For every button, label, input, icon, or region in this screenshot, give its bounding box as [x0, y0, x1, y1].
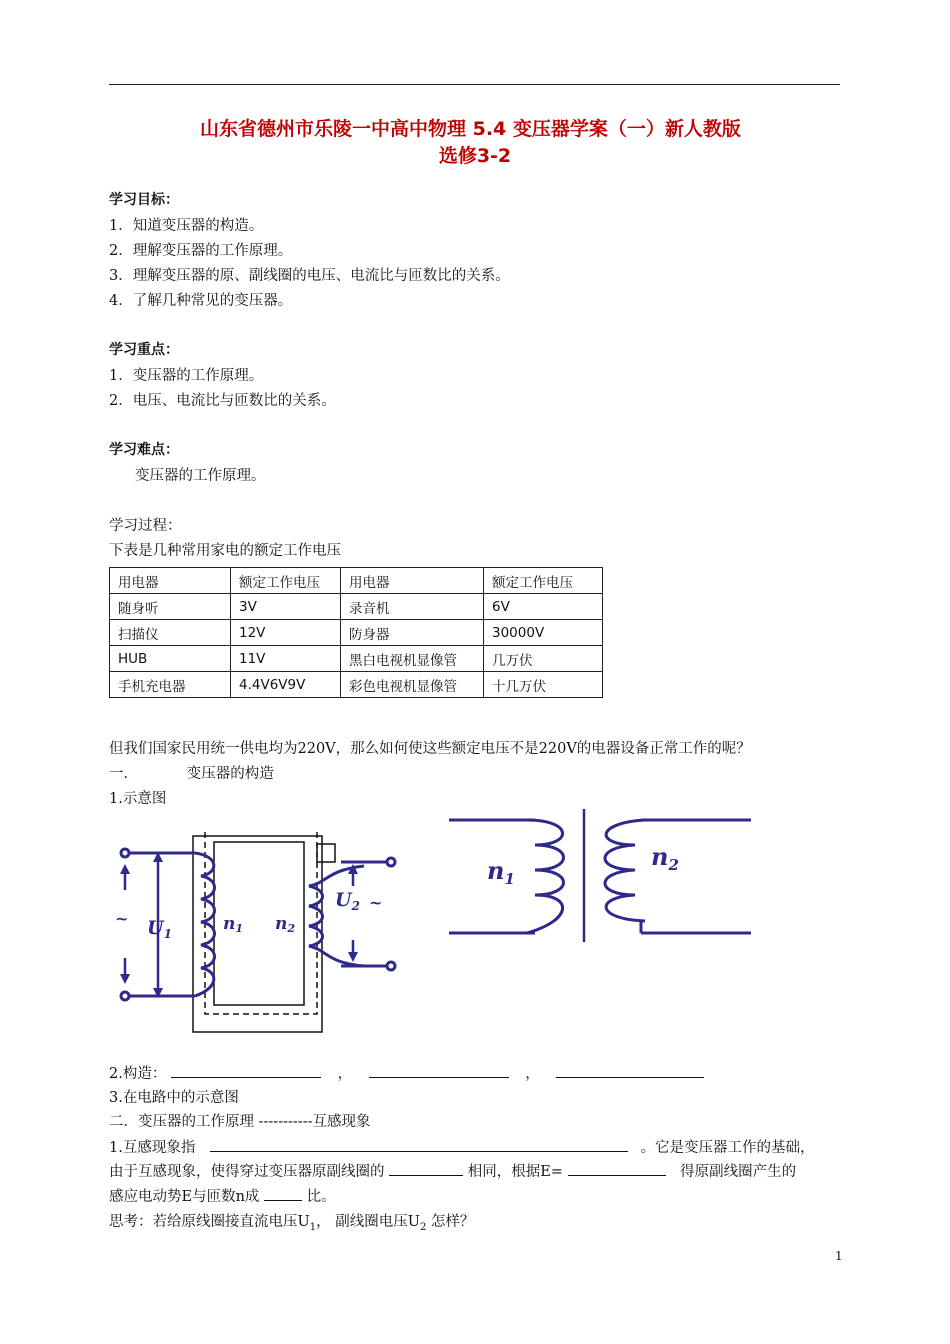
objective-item: 3．理解变压器的原、副线圈的电压、电流比与匝数比的关系。	[109, 268, 510, 284]
separator: ，	[337, 1066, 353, 1082]
same-quantity-blank[interactable]	[389, 1161, 463, 1176]
difficulty-heading: 学习难点：	[109, 442, 179, 458]
objective-item: 1．知道变压器的构造。	[109, 218, 264, 234]
page-title: 山东省德州市乐陵一中高中物理 5.4 变压器学案（一）新人教版	[200, 118, 741, 140]
circuit-label: 3.在电路中的示意图	[109, 1090, 239, 1106]
process-heading: 学习过程：	[109, 518, 182, 534]
text-fragment: 得原副线圈产生的	[680, 1164, 797, 1180]
table-intro: 下表是几种常用家电的额定工作电压	[109, 543, 341, 559]
table-cell: 防身器	[341, 620, 484, 646]
table-cell: 十几万伏	[484, 672, 603, 698]
mutual-induction-line3	[109, 1185, 336, 1206]
difficulty-text: 变压器的工作原理。	[135, 468, 266, 484]
table-cell: 随身听	[110, 594, 231, 620]
construction-blank-2[interactable]	[369, 1063, 509, 1078]
arrow-head	[120, 974, 130, 984]
n1-label: n1	[223, 914, 244, 935]
appliance-voltage-table	[109, 567, 603, 698]
key-point-item: 2．电压、电流比与匝数比的关系。	[109, 393, 336, 409]
table-cell: 12V	[231, 620, 341, 646]
formula-blank[interactable]	[568, 1161, 666, 1176]
u1-label: $U_1$	[147, 917, 172, 941]
transformer-core-diagram	[109, 828, 409, 1038]
text-fragment: 怎样？	[426, 1214, 475, 1230]
table-cell: 额定工作电压	[231, 568, 341, 594]
table-cell: 30000V	[484, 620, 603, 646]
table-row	[110, 568, 603, 594]
table-cell: 用电器	[110, 568, 231, 594]
diagram-label: 1.示意图	[109, 791, 167, 807]
construction-blank-1[interactable]	[171, 1063, 321, 1078]
text-fragment: 思考：若给原线圈接直流电压U	[109, 1214, 310, 1230]
section1-number: 一.	[109, 766, 129, 782]
table-cell: 6V	[484, 594, 603, 620]
separator: ，	[525, 1066, 540, 1082]
table-cell: HUB	[110, 646, 231, 672]
terminal	[121, 849, 129, 857]
definition-blank[interactable]	[210, 1137, 628, 1152]
n2-label: n2	[275, 914, 296, 935]
page-number: 1	[835, 1249, 843, 1263]
header-rule	[109, 84, 840, 85]
table-cell: 额定工作电压	[484, 568, 603, 594]
ac-tilde: ~	[115, 909, 129, 928]
text-fragment: 比。	[306, 1189, 336, 1205]
u2-label: $U_2$	[335, 889, 360, 913]
text-fragment: 由于互感现象，使得穿过变压器原副线圈的	[109, 1164, 385, 1180]
page-title-line2: 选修3-2	[438, 145, 512, 167]
flux-path	[205, 828, 317, 1014]
section1-heading	[109, 762, 274, 783]
table-row	[110, 672, 603, 698]
table-cell: 黑白电视机显像管	[341, 646, 484, 672]
think-question	[109, 1210, 474, 1233]
n2-label: $n_2$	[651, 842, 679, 874]
arrow-head	[348, 952, 358, 962]
mutual-induction-line2	[109, 1160, 796, 1181]
terminal	[387, 858, 395, 866]
section1-title: 变压器的构造	[186, 766, 274, 782]
table-cell: 3V	[231, 594, 341, 620]
construction-label: 2.构造：	[109, 1066, 167, 1082]
n1-label: $n_1$	[487, 856, 515, 888]
proportion-blank[interactable]	[264, 1186, 302, 1201]
table-cell: 用电器	[341, 568, 484, 594]
text-fragment: 1.互感现象指	[109, 1140, 196, 1156]
primary-winding	[527, 820, 564, 933]
construction-line	[109, 1062, 704, 1083]
table-cell: 几万伏	[484, 646, 603, 672]
ac-tilde: ~	[369, 893, 383, 912]
text-fragment: 感应电动势E与匝数n成	[109, 1189, 260, 1205]
table-cell: 录音机	[341, 594, 484, 620]
transformer-symbol-diagram	[445, 805, 760, 945]
table-cell: 扫描仪	[110, 620, 231, 646]
key-point-item: 1．变压器的工作原理。	[109, 368, 264, 384]
arrow-head	[120, 864, 130, 874]
terminal	[387, 962, 395, 970]
text-fragment: 。它是变压器工作的基础，	[640, 1140, 815, 1156]
table-row	[110, 620, 603, 646]
text-fragment: ， 副线圈电压U	[316, 1214, 420, 1230]
secondary-winding	[605, 820, 645, 921]
table-cell: 手机充电器	[110, 672, 231, 698]
objective-item: 4．了解几种常见的变压器。	[109, 293, 293, 309]
table-cell: 彩色电视机显像管	[341, 672, 484, 698]
subscript: 2	[419, 1221, 427, 1233]
objectives-heading: 学习目标：	[109, 192, 179, 208]
supply-question: 但我们国家民用统一供电均为220V，那么如何使这些额定电压不是220V的电器设备正常工作的呢？	[109, 741, 751, 757]
subscript: 1	[309, 1221, 317, 1233]
table-row	[110, 594, 603, 620]
terminal	[121, 992, 129, 1000]
table-row	[110, 646, 603, 672]
mutual-induction-line1	[109, 1136, 815, 1157]
construction-blank-3[interactable]	[556, 1063, 704, 1078]
text-fragment: 相同，根据E=	[467, 1164, 563, 1180]
key-points-heading: 学习重点：	[109, 342, 179, 358]
objective-item: 2．理解变压器的工作原理。	[109, 243, 293, 259]
table-cell: 11V	[231, 646, 341, 672]
core-corner-block	[317, 844, 335, 862]
section2-heading: 二．变压器的工作原理 -----------互感现象	[109, 1114, 371, 1130]
table-cell: 4.4V6V9V	[231, 672, 341, 698]
